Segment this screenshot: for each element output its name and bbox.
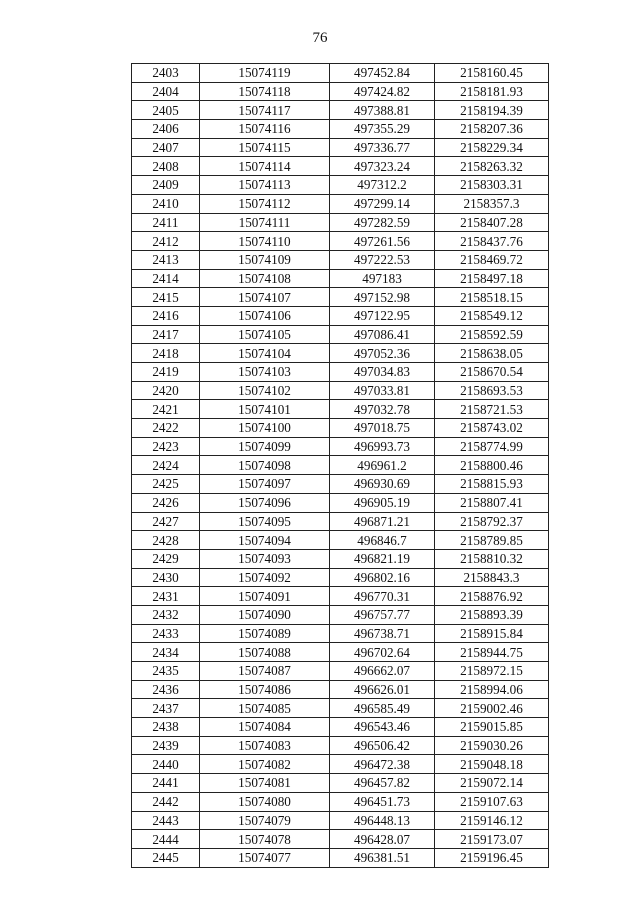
row-number-cell: 2407: [132, 138, 200, 157]
y-coordinate-cell: 2159173.07: [435, 830, 549, 849]
table-row: [132, 101, 549, 120]
table-row: [132, 176, 549, 195]
row-number-cell: 2445: [132, 848, 200, 867]
y-coordinate-cell: 2158915.84: [435, 624, 549, 643]
table-row: [132, 736, 549, 755]
table-row: [132, 643, 549, 662]
point-id-cell: 15074103: [200, 363, 330, 382]
row-number-cell: 2438: [132, 718, 200, 737]
row-number-cell: 2425: [132, 475, 200, 494]
y-coordinate-cell: 2158357.3: [435, 194, 549, 213]
x-coordinate-cell: 496506.42: [330, 736, 435, 755]
y-coordinate-cell: 2158876.92: [435, 587, 549, 606]
point-id-cell: 15074090: [200, 605, 330, 624]
row-number-cell: 2413: [132, 250, 200, 269]
table-row: [132, 605, 549, 624]
row-number-cell: 2431: [132, 587, 200, 606]
table-row: [132, 792, 549, 811]
row-number-cell: 2410: [132, 194, 200, 213]
x-coordinate-cell: 497222.53: [330, 250, 435, 269]
x-coordinate-cell: 496381.51: [330, 848, 435, 867]
x-coordinate-cell: 497183: [330, 269, 435, 288]
x-coordinate-cell: 496871.21: [330, 512, 435, 531]
table-row: [132, 662, 549, 681]
y-coordinate-cell: 2159002.46: [435, 699, 549, 718]
x-coordinate-cell: 496738.71: [330, 624, 435, 643]
table-row: [132, 120, 549, 139]
x-coordinate-cell: 497299.14: [330, 194, 435, 213]
x-coordinate-cell: 497034.83: [330, 363, 435, 382]
y-coordinate-cell: 2158407.28: [435, 213, 549, 232]
row-number-cell: 2441: [132, 774, 200, 793]
row-number-cell: 2444: [132, 830, 200, 849]
point-id-cell: 15074108: [200, 269, 330, 288]
x-coordinate-cell: 496770.31: [330, 587, 435, 606]
x-coordinate-cell: 497355.29: [330, 120, 435, 139]
table-row: [132, 306, 549, 325]
table-row: [132, 288, 549, 307]
table-body: [132, 64, 549, 868]
row-number-cell: 2424: [132, 456, 200, 475]
table-row: [132, 549, 549, 568]
point-id-cell: 15074105: [200, 325, 330, 344]
row-number-cell: 2409: [132, 176, 200, 195]
x-coordinate-cell: 496930.69: [330, 475, 435, 494]
table-row: [132, 250, 549, 269]
y-coordinate-cell: 2158194.39: [435, 101, 549, 120]
y-coordinate-cell: 2158810.32: [435, 549, 549, 568]
row-number-cell: 2412: [132, 232, 200, 251]
table-row: [132, 587, 549, 606]
point-id-cell: 15074109: [200, 250, 330, 269]
x-coordinate-cell: 496428.07: [330, 830, 435, 849]
table-row: [132, 64, 549, 83]
row-number-cell: 2426: [132, 493, 200, 512]
row-number-cell: 2414: [132, 269, 200, 288]
table-row: [132, 680, 549, 699]
point-id-cell: 15074112: [200, 194, 330, 213]
x-coordinate-cell: 497323.24: [330, 157, 435, 176]
point-id-cell: 15074107: [200, 288, 330, 307]
row-number-cell: 2404: [132, 82, 200, 101]
table-row: [132, 194, 549, 213]
y-coordinate-cell: 2158207.36: [435, 120, 549, 139]
point-id-cell: 15074094: [200, 531, 330, 550]
point-id-cell: 15074087: [200, 662, 330, 681]
y-coordinate-cell: 2158792.37: [435, 512, 549, 531]
coordinates-table: [131, 63, 549, 868]
x-coordinate-cell: 496626.01: [330, 680, 435, 699]
x-coordinate-cell: 496448.13: [330, 811, 435, 830]
table-row: [132, 82, 549, 101]
y-coordinate-cell: 2158944.75: [435, 643, 549, 662]
x-coordinate-cell: 496472.38: [330, 755, 435, 774]
row-number-cell: 2435: [132, 662, 200, 681]
x-coordinate-cell: 496802.16: [330, 568, 435, 587]
row-number-cell: 2427: [132, 512, 200, 531]
y-coordinate-cell: 2159107.63: [435, 792, 549, 811]
x-coordinate-cell: 496662.07: [330, 662, 435, 681]
table-row: [132, 138, 549, 157]
y-coordinate-cell: 2158774.99: [435, 437, 549, 456]
x-coordinate-cell: 496585.49: [330, 699, 435, 718]
row-number-cell: 2422: [132, 419, 200, 438]
table-row: [132, 157, 549, 176]
point-id-cell: 15074102: [200, 381, 330, 400]
point-id-cell: 15074097: [200, 475, 330, 494]
x-coordinate-cell: 497336.77: [330, 138, 435, 157]
row-number-cell: 2428: [132, 531, 200, 550]
y-coordinate-cell: 2158437.76: [435, 232, 549, 251]
row-number-cell: 2443: [132, 811, 200, 830]
point-id-cell: 15074078: [200, 830, 330, 849]
x-coordinate-cell: 496905.19: [330, 493, 435, 512]
point-id-cell: 15074116: [200, 120, 330, 139]
table-row: [132, 419, 549, 438]
row-number-cell: 2436: [132, 680, 200, 699]
table-row: [132, 531, 549, 550]
point-id-cell: 15074100: [200, 419, 330, 438]
point-id-cell: 15074104: [200, 344, 330, 363]
x-coordinate-cell: 497122.95: [330, 306, 435, 325]
x-coordinate-cell: 497388.81: [330, 101, 435, 120]
point-id-cell: 15074115: [200, 138, 330, 157]
point-id-cell: 15074098: [200, 456, 330, 475]
point-id-cell: 15074086: [200, 680, 330, 699]
y-coordinate-cell: 2158972.15: [435, 662, 549, 681]
table-row: [132, 699, 549, 718]
table-row: [132, 400, 549, 419]
x-coordinate-cell: 496757.77: [330, 605, 435, 624]
table-row: [132, 437, 549, 456]
point-id-cell: 15074083: [200, 736, 330, 755]
row-number-cell: 2415: [132, 288, 200, 307]
point-id-cell: 15074110: [200, 232, 330, 251]
page-number: 76: [312, 30, 328, 46]
table-row: [132, 848, 549, 867]
row-number-cell: 2432: [132, 605, 200, 624]
point-id-cell: 15074099: [200, 437, 330, 456]
row-number-cell: 2405: [132, 101, 200, 120]
x-coordinate-cell: 496846.7: [330, 531, 435, 550]
table-row: [132, 213, 549, 232]
table-row: [132, 493, 549, 512]
y-coordinate-cell: 2158592.59: [435, 325, 549, 344]
y-coordinate-cell: 2158789.85: [435, 531, 549, 550]
point-id-cell: 15074081: [200, 774, 330, 793]
table-row: [132, 568, 549, 587]
x-coordinate-cell: 497018.75: [330, 419, 435, 438]
point-id-cell: 15074113: [200, 176, 330, 195]
point-id-cell: 15074084: [200, 718, 330, 737]
point-id-cell: 15074118: [200, 82, 330, 101]
y-coordinate-cell: 2158815.93: [435, 475, 549, 494]
row-number-cell: 2423: [132, 437, 200, 456]
y-coordinate-cell: 2158497.18: [435, 269, 549, 288]
table-row: [132, 475, 549, 494]
table-row: [132, 363, 549, 382]
table-row: [132, 624, 549, 643]
table-row: [132, 269, 549, 288]
y-coordinate-cell: 2158229.34: [435, 138, 549, 157]
y-coordinate-cell: 2158160.45: [435, 64, 549, 83]
y-coordinate-cell: 2158303.31: [435, 176, 549, 195]
row-number-cell: 2417: [132, 325, 200, 344]
row-number-cell: 2416: [132, 306, 200, 325]
point-id-cell: 15074093: [200, 549, 330, 568]
row-number-cell: 2406: [132, 120, 200, 139]
y-coordinate-cell: 2159030.26: [435, 736, 549, 755]
y-coordinate-cell: 2159048.18: [435, 755, 549, 774]
point-id-cell: 15074101: [200, 400, 330, 419]
y-coordinate-cell: 2158638.05: [435, 344, 549, 363]
point-id-cell: 15074079: [200, 811, 330, 830]
table-row: [132, 811, 549, 830]
x-coordinate-cell: 496961.2: [330, 456, 435, 475]
point-id-cell: 15074114: [200, 157, 330, 176]
row-number-cell: 2419: [132, 363, 200, 382]
x-coordinate-cell: 497033.81: [330, 381, 435, 400]
y-coordinate-cell: 2158263.32: [435, 157, 549, 176]
table-row: [132, 344, 549, 363]
x-coordinate-cell: 497452.84: [330, 64, 435, 83]
y-coordinate-cell: 2158843.3: [435, 568, 549, 587]
y-coordinate-cell: 2159146.12: [435, 811, 549, 830]
y-coordinate-cell: 2158721.53: [435, 400, 549, 419]
row-number-cell: 2418: [132, 344, 200, 363]
row-number-cell: 2437: [132, 699, 200, 718]
y-coordinate-cell: 2158518.15: [435, 288, 549, 307]
y-coordinate-cell: 2159072.14: [435, 774, 549, 793]
y-coordinate-cell: 2158994.06: [435, 680, 549, 699]
x-coordinate-cell: 496543.46: [330, 718, 435, 737]
row-number-cell: 2421: [132, 400, 200, 419]
point-id-cell: 15074082: [200, 755, 330, 774]
row-number-cell: 2439: [132, 736, 200, 755]
x-coordinate-cell: 497052.36: [330, 344, 435, 363]
row-number-cell: 2403: [132, 64, 200, 83]
y-coordinate-cell: 2158181.93: [435, 82, 549, 101]
y-coordinate-cell: 2159196.45: [435, 848, 549, 867]
x-coordinate-cell: 497424.82: [330, 82, 435, 101]
x-coordinate-cell: 497312.2: [330, 176, 435, 195]
y-coordinate-cell: 2158743.02: [435, 419, 549, 438]
table-row: [132, 381, 549, 400]
point-id-cell: 15074089: [200, 624, 330, 643]
row-number-cell: 2440: [132, 755, 200, 774]
row-number-cell: 2433: [132, 624, 200, 643]
x-coordinate-cell: 497032.78: [330, 400, 435, 419]
x-coordinate-cell: 496451.73: [330, 792, 435, 811]
x-coordinate-cell: 496993.73: [330, 437, 435, 456]
table-row: [132, 718, 549, 737]
x-coordinate-cell: 496702.64: [330, 643, 435, 662]
y-coordinate-cell: 2158670.54: [435, 363, 549, 382]
row-number-cell: 2420: [132, 381, 200, 400]
point-id-cell: 15074088: [200, 643, 330, 662]
point-id-cell: 15074111: [200, 213, 330, 232]
table-row: [132, 232, 549, 251]
table-row: [132, 774, 549, 793]
x-coordinate-cell: 497282.59: [330, 213, 435, 232]
x-coordinate-cell: 497152.98: [330, 288, 435, 307]
row-number-cell: 2429: [132, 549, 200, 568]
point-id-cell: 15074119: [200, 64, 330, 83]
point-id-cell: 15074106: [200, 306, 330, 325]
x-coordinate-cell: 496457.82: [330, 774, 435, 793]
point-id-cell: 15074095: [200, 512, 330, 531]
row-number-cell: 2442: [132, 792, 200, 811]
y-coordinate-cell: 2158800.46: [435, 456, 549, 475]
y-coordinate-cell: 2158807.41: [435, 493, 549, 512]
point-id-cell: 15074096: [200, 493, 330, 512]
x-coordinate-cell: 496821.19: [330, 549, 435, 568]
table-row: [132, 456, 549, 475]
table-row: [132, 512, 549, 531]
point-id-cell: 15074092: [200, 568, 330, 587]
y-coordinate-cell: 2158549.12: [435, 306, 549, 325]
x-coordinate-cell: 497261.56: [330, 232, 435, 251]
point-id-cell: 15074085: [200, 699, 330, 718]
table-row: [132, 325, 549, 344]
point-id-cell: 15074091: [200, 587, 330, 606]
row-number-cell: 2411: [132, 213, 200, 232]
point-id-cell: 15074077: [200, 848, 330, 867]
table-row: [132, 755, 549, 774]
y-coordinate-cell: 2159015.85: [435, 718, 549, 737]
row-number-cell: 2434: [132, 643, 200, 662]
y-coordinate-cell: 2158893.39: [435, 605, 549, 624]
table-row: [132, 830, 549, 849]
row-number-cell: 2408: [132, 157, 200, 176]
row-number-cell: 2430: [132, 568, 200, 587]
y-coordinate-cell: 2158469.72: [435, 250, 549, 269]
x-coordinate-cell: 497086.41: [330, 325, 435, 344]
point-id-cell: 15074080: [200, 792, 330, 811]
point-id-cell: 15074117: [200, 101, 330, 120]
y-coordinate-cell: 2158693.53: [435, 381, 549, 400]
